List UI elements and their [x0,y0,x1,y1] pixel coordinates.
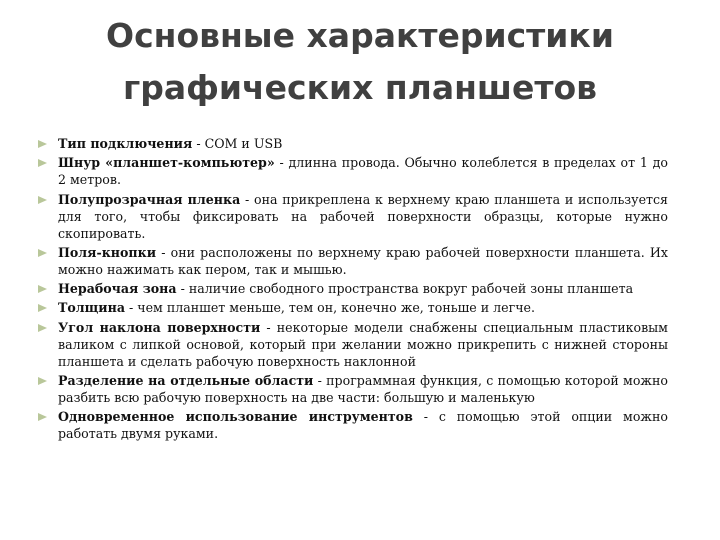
list-item-term: Полупрозрачная пленка [58,191,241,207]
list-item-text: - с помощью этой опции можно работать двумя руками. [58,409,668,442]
list-item-film [36,191,668,242]
list-item-inactive-zone [36,280,668,297]
list-item-text: - чем планшет меньше, тем он, конечно же, тоньше и легче. [125,300,535,316]
list-item-term: Разделение на отдельные области [58,373,314,389]
list-item-term: Одновременное использование инструментов [58,409,413,425]
bullet-icon [38,377,47,385]
slide-title [40,10,680,114]
bullet-icon [38,413,47,421]
slide-title-line-1: Основные характеристики [106,16,614,55]
bullet-icon [38,159,47,167]
slide-title-line-2: графических планшетов [122,68,598,107]
list-item-term: Поля-кнопки [58,244,157,260]
list-item-term: Тип подключения [58,136,193,151]
bullet-icon [38,285,47,293]
list-item-term: Нерабочая зона [58,281,177,297]
list-item-connection-type [36,135,668,152]
list-item-term: Толщина [58,300,125,316]
bullet-icon [38,304,47,312]
bullet-icon [38,140,47,148]
list-item-cable [36,154,668,188]
list-item-text: - COM и USB [192,136,283,151]
characteristics-list [36,135,668,445]
list-item-simultaneous-tools [36,408,668,442]
bullet-icon [38,196,47,204]
list-item-term: Угол наклона поверхности [58,319,261,335]
list-item-text: - наличие свободного пространства вокруг рабочей зоны планшета [176,281,634,297]
list-item-text: - некоторые модели снабжены специальным пластиковым валиком с липкой основой, который при желании можно прикрепить с нижней стороны планшета и сделать рабочую поверхность наклонной [58,319,668,369]
list-item-area-division [36,372,668,406]
bullet-icon [38,249,47,257]
list-item-text: - она прикреплена к верхнему краю планшета и используется для того, чтобы фиксировать на рабочей поверхности образцы, которые нужно скопировать. [58,191,668,241]
list-item-term: Шнур «планшет-компьютер» [58,155,275,171]
list-item-text: - программная функция, с помощью которой можно разбить всю рабочую поверхность на две части: большую и маленькую [58,373,668,406]
list-item-tilt-angle [36,319,668,370]
list-item-text: - они расположены по верхнему краю рабочей поверхности планшета. Их можно нажимать как пером, так и мышью. [58,244,668,277]
list-item-text: - длинна провода. Обычно колеблется в пределах от 1 до 2 метров. [58,155,668,188]
list-item-button-fields [36,244,668,278]
list-item-thickness [36,299,668,316]
bullet-icon [38,324,47,332]
